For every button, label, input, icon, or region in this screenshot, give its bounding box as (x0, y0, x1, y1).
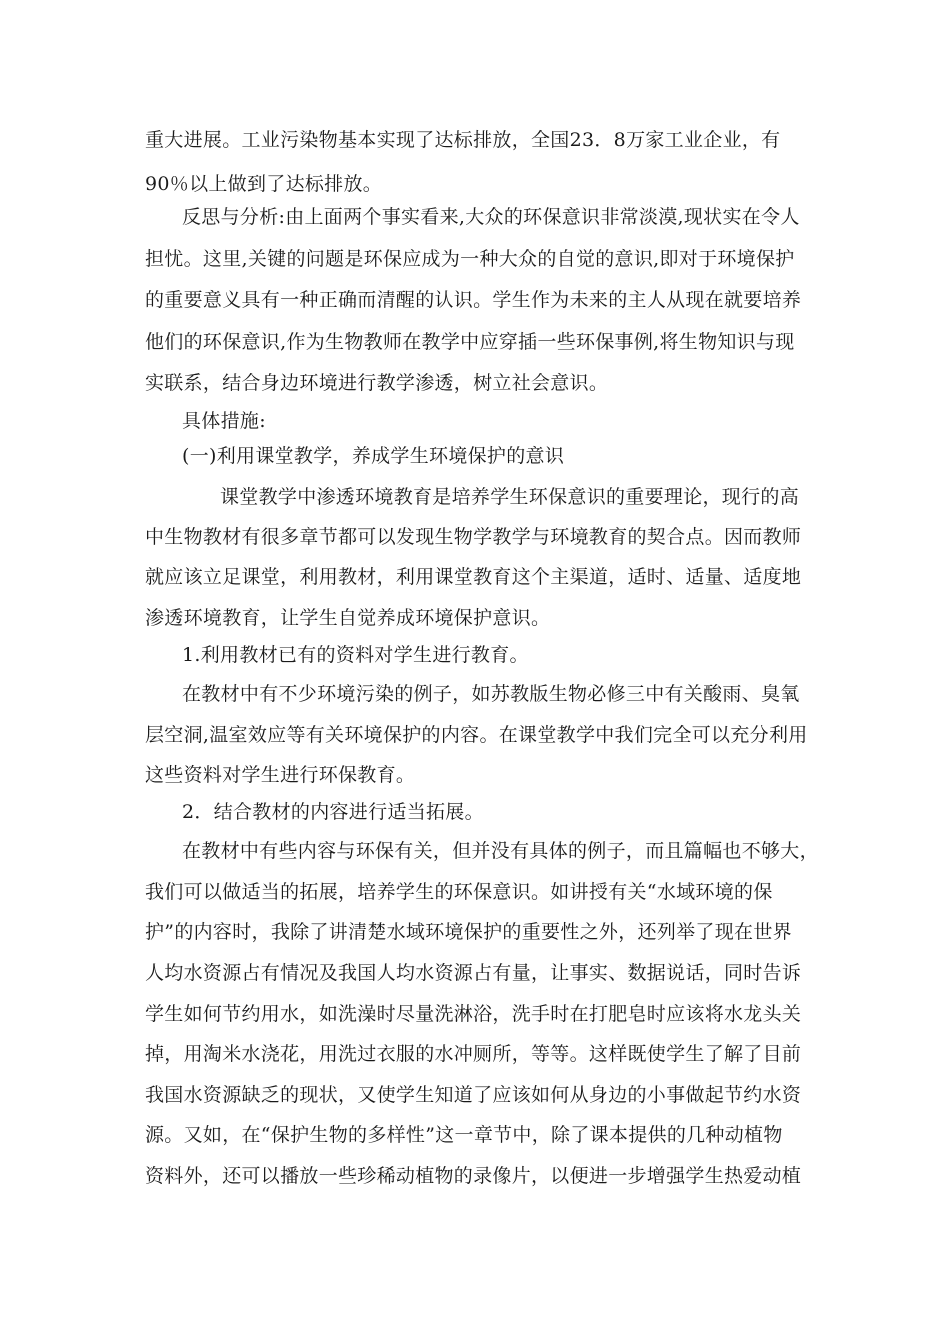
text-line: 课堂教学中渗透环境教育是培养学生环保意识的重要理论，现行的高 (220, 486, 800, 508)
text-line: 他们的环保意识,作为生物教师在教学中应穿插一些环保事例,将生物知识与现 (145, 331, 795, 353)
text-line: 重大进展。工业污染物基本实现了达标排放，全国23．8万家工业企业，有 (145, 129, 781, 151)
subsection-heading: 2．结合教材的内容进行适当拓展。 (182, 801, 484, 823)
text-line: 中生物教材有很多章节都可以发现生物学教学与环境教育的契合点。因而教师 (145, 526, 802, 548)
text-line: 学生如何节约用水，如洗澡时尽量洗淋浴，洗手时在打肥皂时应该将水龙头关 (145, 1003, 802, 1025)
text-line: 在教材中有些内容与环保有关，但并没有具体的例子，而且篇幅也不够大， (182, 840, 819, 862)
text-line: 护”的内容时，我除了讲清楚水域环境保护的重要性之外，还列举了现在世界 (145, 921, 792, 943)
text-line: 就应该立足课堂，利用教材，利用课堂教育这个主渠道，适时、适量、适度地 (145, 566, 802, 588)
text-line: 90％以上做到了达标排放。 (145, 173, 383, 195)
text-line: 源。又如，在“保护生物的多样性”这一章节中，除了课本提供的几种动植物 (145, 1124, 783, 1146)
text-line: 层空洞,温室效应等有关环境保护的内容。在课堂教学中我们完全可以充分利用 (145, 724, 808, 746)
text-line: 我国水资源缺乏的现状，又使学生知道了应该如何从身边的小事做起节约水资 (145, 1084, 802, 1106)
text-line: 掉，用淘米水浇花，用洗过衣服的水冲厕所，等等。这样既使学生了解了目前 (145, 1043, 802, 1065)
section-heading: (一)利用课堂教学，养成学生环境保护的意识 (182, 445, 565, 467)
text-line: 渗透环境教育，让学生自觉养成环境保护意识。 (145, 607, 551, 629)
text-line: 的重要意义具有一种正确而清醒的认识。学生作为未来的主人从现在就要培养 (145, 289, 802, 311)
subsection-heading: 1.利用教材已有的资料对学生进行教育。 (182, 644, 529, 666)
text-line: 人均水资源占有情况及我国人均水资源占有量，让事实、数据说话，同时告诉 (145, 962, 802, 984)
text-line: 我们可以做适当的拓展，培养学生的环保意识。如讲授有关“水域环境的保 (145, 881, 773, 903)
text-line: 实联系，结合身边环境进行教学渗透，树立社会意识。 (145, 372, 609, 394)
text-line: 担忧。这里,关键的问题是环保应成为一种大众的自觉的意识,即对于环境保护 (145, 248, 795, 270)
text-line: 具体措施: (182, 410, 266, 432)
text-line: 资料外，还可以播放一些珍稀动植物的录像片，以便进一步增强学生热爱动植 (145, 1165, 802, 1187)
text-line: 在教材中有不少环境污染的例子，如苏教版生物必修三中有关酸雨、臭氧 (182, 683, 800, 705)
text-line: 反思与分析:由上面两个事实看来,大众的环保意识非常淡漠,现状实在令人 (182, 206, 800, 228)
text-line: 这些资料对学生进行环保教育。 (145, 764, 416, 786)
